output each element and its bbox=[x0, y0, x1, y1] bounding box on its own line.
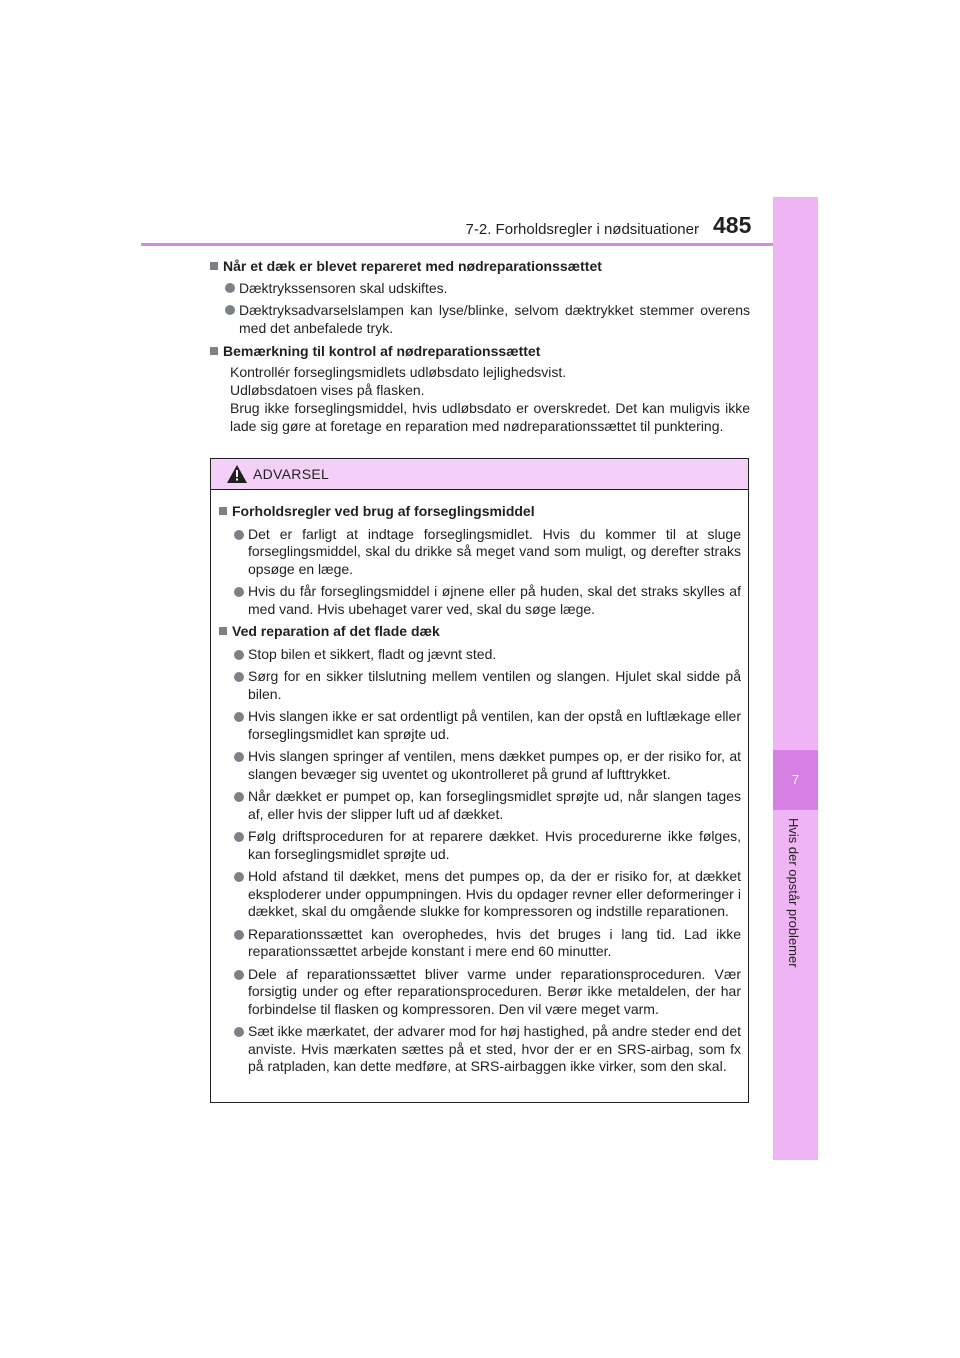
list-item: Reparationssættet kan overophedes, hvis det bruges i lang tid. Lad ikke reparationssættet arbejde konstant i mere end 60 minutter. bbox=[219, 926, 741, 961]
square-bullet-icon bbox=[210, 262, 218, 270]
paragraph-line: Brug ikke forseglingsmiddel, hvis udløbsdato er overskredet. Det kan muligvis ikke lade sig gøre at foretage en reparation med nødreparationssættet til punktering. bbox=[230, 400, 750, 434]
list-item: Dæktrykssensoren skal udskiftes. bbox=[210, 279, 750, 297]
bullet-dot-icon bbox=[234, 752, 244, 762]
bullet-dot-icon bbox=[234, 650, 244, 660]
list-item: Følg driftsproceduren for at reparere dækket. Hvis procedurerne ikke følges, kan forseglingsmidlet sprøjte ud. bbox=[219, 828, 741, 863]
section-heading: Bemærkning til kontrol af nødreparationssættet bbox=[210, 342, 750, 360]
chapter-number: 7 bbox=[773, 750, 818, 810]
section-heading: Når et dæk er blevet repareret med nødreparationssættet bbox=[210, 257, 750, 275]
bullet-dot-icon bbox=[234, 930, 244, 940]
square-bullet-icon bbox=[219, 627, 227, 635]
main-content bbox=[210, 255, 750, 435]
list-item: Det er farligt at indtage forseglingsmidlet. Hvis du kommer til at sluge forseglingsmiddel, skal du drikke så meget vand som muligt, og derefter straks opsøge en læge. bbox=[219, 526, 741, 579]
header-divider bbox=[141, 243, 818, 246]
warning-box bbox=[210, 458, 749, 1103]
bullet-dot-icon bbox=[234, 672, 244, 682]
bullet-dot-icon bbox=[234, 530, 244, 540]
bullet-dot-icon bbox=[234, 712, 244, 722]
chapter-tab-strip bbox=[773, 197, 818, 1160]
list-item: Dæktryksadvarselslampen kan lyse/blinke, selvom dæktrykket stemmer overens med det anbefalede tryk. bbox=[210, 301, 750, 337]
list-item: Hvis du får forseglingsmiddel i øjnene eller på huden, skal det straks skylles af med vand. Hvis ubehaget varer ved, skal du søge læge. bbox=[219, 583, 741, 618]
list-item: Sørg for en sikker tilslutning mellem ventilen og slangen. Hjulet skal sidde på bilen. bbox=[219, 668, 741, 703]
warning-title: ADVARSEL bbox=[253, 466, 330, 482]
chapter-label: Hvis der opstår problemer bbox=[786, 818, 801, 968]
bullet-dot-icon bbox=[225, 283, 235, 293]
list-item: Sæt ikke mærkatet, der advarer mod for høj hastighed, på andre steder end det anviste. Hvis mærkaten sættes på et sted, hvor der er en SRS-airbag, som fx på ratpladen, kan dette medføre, at SRS-airbaggen ikke virker, som den skal. bbox=[219, 1023, 741, 1076]
bullet-dot-icon bbox=[234, 832, 244, 842]
warning-header bbox=[211, 459, 748, 490]
warning-section-heading: Ved reparation af det flade dæk bbox=[219, 623, 741, 641]
warning-section-heading: Forholdsregler ved brug af forseglingsmiddel bbox=[219, 503, 741, 521]
paragraph bbox=[210, 363, 750, 435]
list-item: Stop bilen et sikkert, fladt og jævnt sted. bbox=[219, 646, 741, 664]
list-item: Hvis slangen springer af ventilen, mens dækket pumpes op, er der risiko for, at slangen bevæger sig uventet og ukontrolleret på grund af lufttrykket. bbox=[219, 748, 741, 783]
square-bullet-icon bbox=[210, 347, 218, 355]
list-item: Hvis slangen ikke er sat ordentligt på ventilen, kan der opstå en luftlækage eller forseglingsmidlet kan sprøjte ud. bbox=[219, 708, 741, 743]
section-title: 7-2. Forholdsregler i nødsituationer bbox=[465, 221, 699, 238]
bullet-dot-icon bbox=[234, 872, 244, 882]
paragraph-line: Kontrollér forseglingsmidlets udløbsdato lejlighedsvist. bbox=[230, 364, 567, 380]
list-item: Hold afstand til dækket, mens det pumpes op, da der er risiko for, at dækket eksploderer under oppumpningen. Hvis du opdager revner eller deformeringer i dækket, skal du omgående slukke for kompressoren og indstille reparationen. bbox=[219, 868, 741, 921]
page-number: 485 bbox=[713, 212, 752, 238]
list-item: Når dækket er pumpet op, kan forseglingsmidlet sprøjte ud, når slangen tages af, eller hvis der slipper luft ud af dækket. bbox=[219, 788, 741, 823]
bullet-dot-icon bbox=[234, 1027, 244, 1037]
bullet-dot-icon bbox=[234, 587, 244, 597]
bullet-dot-icon bbox=[234, 970, 244, 980]
paragraph-line: Udløbsdatoen vises på flasken. bbox=[230, 382, 425, 398]
warning-body bbox=[211, 490, 748, 1076]
bullet-dot-icon bbox=[234, 792, 244, 802]
list-item: Dele af reparationssættet bliver varme under reparationsproceduren. Vær forsigtig under og efter reparationsproceduren. Berør ikke metaldelen, der har forbindelse til flasken og kompressoren. Den vil være meget varm. bbox=[219, 966, 741, 1019]
square-bullet-icon bbox=[219, 507, 227, 515]
bullet-dot-icon bbox=[225, 305, 235, 315]
warning-triangle-icon bbox=[227, 465, 247, 483]
